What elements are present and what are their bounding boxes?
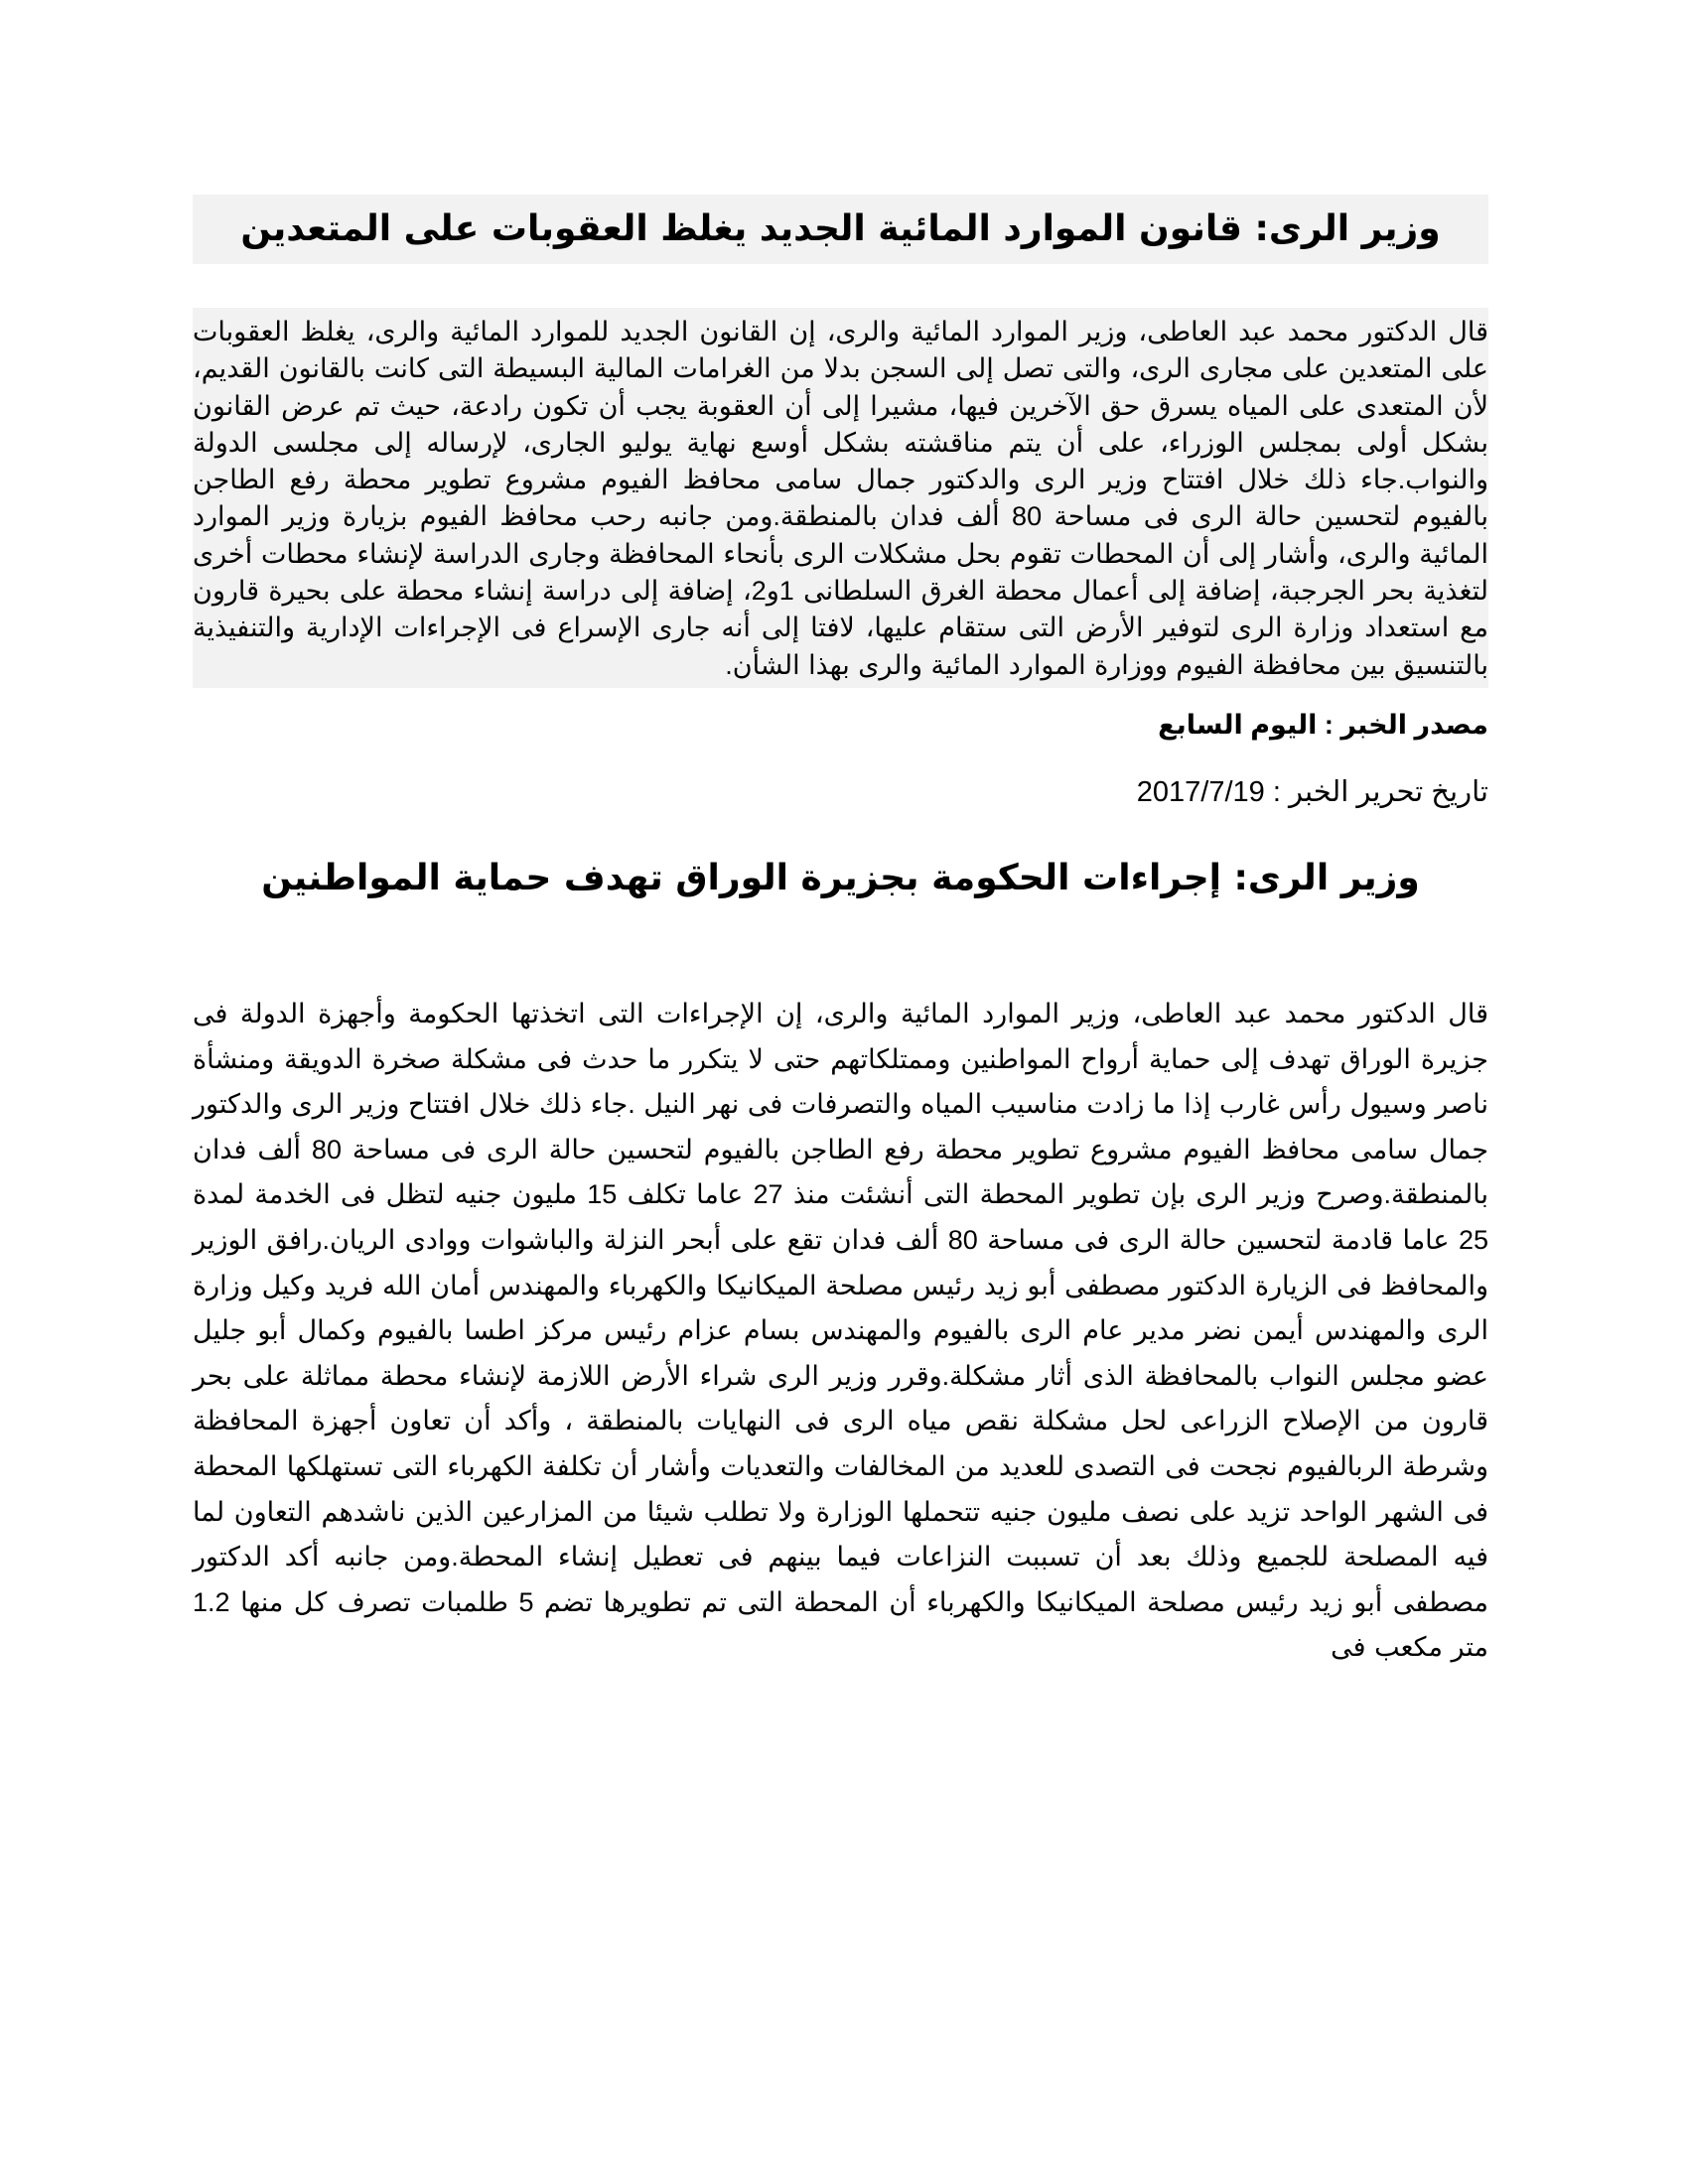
article-2-title-band (193, 849, 1488, 908)
article-2-body: قال الدكتور محمد عبد العاطى، وزير الموارد المائية والرى، إن الإجراءات التى اتخذتها الحكومة وأجهزة الدولة فى جزيرة الوراق تهدف إلى حماية أرواح المواطنين وممتلكاتهم حتى لا يتكرر ما حدث فى مشكلة صخرة الدويقة ومنشأة ناصر وسيول رأس غارب إذا ما زادت مناسيب المياه والتصرفات فى نهر النيل .جاء ذلك خلال افتتاح وزير الرى والدكتور جمال سامى محافظ الفيوم مشروع تطوير محطة رفع الطاجن بالفيوم لتحسين حالة الرى فى مساحة 80 ألف فدان بالمنطقة.وصرح وزير الرى بإن تطوير المحطة التى أنشئت منذ 27 عاما تكلف 15 مليون جنيه لتظل فى الخدمة لمدة 25 عاما قادمة لتحسين حالة الرى فى مساحة 80 ألف فدان تقع على أبحر النزلة والباشوات ووادى الريان.رافق الوزير والمحافظ فى الزيارة الدكتور مصطفى أبو زيد رئيس مصلحة الميكانيكا والكهرباء والمهندس أمان الله فريد وكيل وزارة الرى والمهندس أيمن نضر مدير عام الرى بالفيوم والمهندس بسام عزام رئيس مركز اطسا بالفيوم وكمال أبو جليل عضو مجلس النواب بالمحافظة الذى أثار مشكلة.وقرر وزير الرى شراء الأرض اللازمة لإنشاء محطة مماثلة على بحر قارون من الإصلاح الزراعى لحل مشكلة نقص مياه الرى فى النهايات بالمنطقة ، وأكد أن تعاون أجهزة المحافظة وشرطة الربالفيوم نجحت فى التصدى للعديد من المخالفات والتعديات وأشار أن تكلفة الكهرباء التى تستهلكها المحطة فى الشهر الواحد تزيد على نصف مليون جنيه تتحملها الوزارة ولا تطلب شيئا من المزارعين الذين ناشدهم التعاون لما فيه المصلحة للجميع وذلك بعد أن تسببت النزاعات فيما بينهم فى تعطيل إنشاء المحطة.ومن جانبه أكد الدكتور مصطفى أبو زيد رئيس مصلحة الميكانيكا والكهرباء أن المحطة التى تم تطويرها تضم 5 طلمبات تصرف كل منها 1.2 متر مكعب فى (193, 998, 1489, 1663)
article-1-title-band (193, 195, 1488, 264)
article-1-date: تاريخ تحرير الخبر : 2017/7/19 (1136, 775, 1488, 808)
document-page (193, 195, 1488, 1671)
article-1-body-block (193, 308, 1488, 688)
article-2-body-block (193, 992, 1488, 1671)
article-1-title: وزير الرى: قانون الموارد المائية الجديد يغلظ العقوبات على المتعدين (240, 208, 1441, 250)
article-1-body: قال الدكتور محمد عبد العاطى، وزير الموارد المائية والرى، إن القانون الجديد للموارد المائية والرى، يغلظ العقوبات على المتعدين على مجارى الرى، والتى تصل إلى السجن بدلا من الغرامات المالية البسيطة التى كانت بالقانون القديم، لأن المتعدى على المياه يسرق حق الآخرين فيها، مشيرا إلى أن العقوبة يجب أن تكون رادعة، حيث تم عرض القانون بشكل أولى بمجلس الوزراء، على أن يتم مناقشته بشكل أوسع نهاية يوليو الجارى، لإرساله إلى مجلسى الدولة والنواب.جاء ذلك خلال افتتاح وزير الرى والدكتور جمال سامى محافظ الفيوم مشروع تطوير محطة رفع الطاجن بالفيوم لتحسين حالة الرى فى مساحة 80 ألف فدان بالمنطقة.ومن جانبه رحب محافظ الفيوم بزيارة وزير الموارد المائية والرى، وأشار إلى أن المحطات تقوم بحل مشكلات الرى بأنحاء المحافظة وجارى الدراسة لإنشاء محطات أخرى لتغذية بحر الجرجبة، إضافة إلى أعمال محطة الغرق السلطانى 1و2، إضافة إلى دراسة إنشاء محطة على بحيرة قارون مع استعداد وزارة الرى لتوفير الأرض التى ستقام عليها، لافتا إلى أنه جارى الإسراع فى الإجراءات الإدارية والتنفيذية بالتنسيق بين محافظة الفيوم ووزارة الموارد المائية والرى بهذا الشأن. (193, 317, 1488, 680)
article-2-title: وزير الرى: إجراءات الحكومة بجزيرة الوراق تهدف حماية المواطنين (261, 858, 1420, 899)
article-1-source: مصدر الخبر : اليوم السابع (1158, 709, 1488, 740)
